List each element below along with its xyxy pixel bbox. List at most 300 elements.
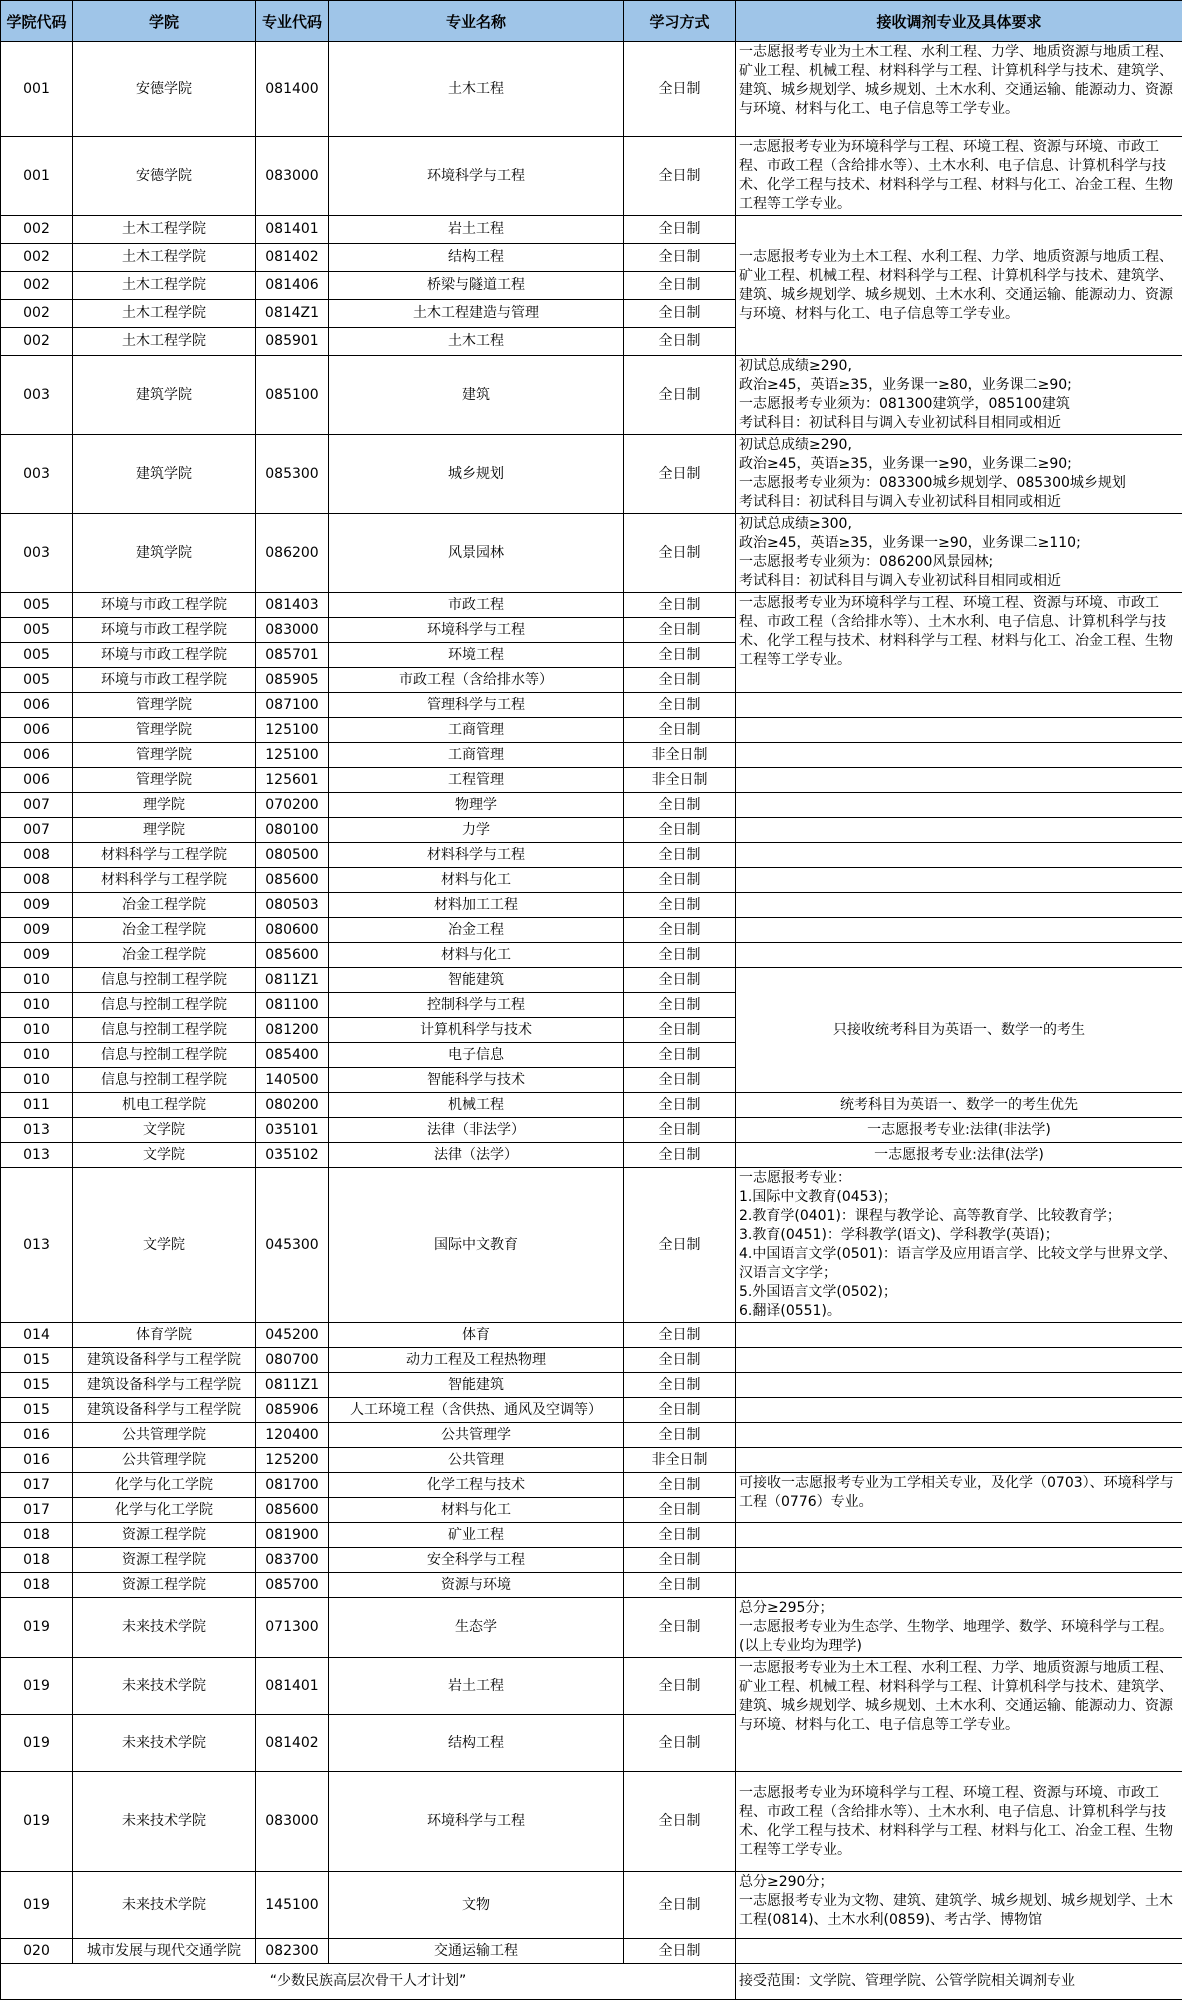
requirement-cell [736, 1398, 1182, 1423]
major-name-cell: 动力工程及工程热物理 [329, 1348, 624, 1373]
college-code-cell: 020 [1, 1939, 73, 1964]
study-mode-cell: 全日制 [624, 244, 736, 272]
major-code-cell: 081200 [256, 1018, 329, 1043]
requirement-line: 只接收统考科目为英语一、数学一的考生 [739, 1021, 1179, 1040]
major-name-cell: 环境科学与工程 [329, 1772, 624, 1872]
table-row [1, 843, 1182, 868]
table-row [1, 693, 1182, 718]
college-code-cell: 011 [1, 1093, 73, 1118]
study-mode-cell: 全日制 [624, 968, 736, 993]
college-code-cell: 006 [1, 743, 73, 768]
major-code-cell: 035102 [256, 1143, 329, 1168]
major-name-cell: 土木工程 [329, 328, 624, 356]
college-code-cell: 002 [1, 328, 73, 356]
study-mode-cell: 全日制 [624, 943, 736, 968]
college-name-cell: 土木工程学院 [73, 272, 256, 300]
major-code-cell: 081403 [256, 593, 329, 618]
college-name-cell: 安德学院 [73, 137, 256, 216]
requirement-cell [736, 593, 1182, 693]
study-mode-cell: 全日制 [624, 718, 736, 743]
requirement-line: 一志愿报考专业： [739, 1169, 1179, 1188]
major-name-cell: 电子信息 [329, 1043, 624, 1068]
study-mode-cell: 全日制 [624, 1573, 736, 1598]
major-code-cell: 081100 [256, 993, 329, 1018]
college-code-cell: 015 [1, 1398, 73, 1423]
table-row [1, 1398, 1182, 1423]
major-name-cell: 材料科学与工程 [329, 843, 624, 868]
major-name-cell: 物理学 [329, 793, 624, 818]
study-mode-cell: 全日制 [624, 356, 736, 435]
table-row [1, 768, 1182, 793]
study-mode-cell: 全日制 [624, 328, 736, 356]
major-name-cell: 材料与化工 [329, 943, 624, 968]
major-code-cell: 085300 [256, 435, 329, 514]
table-row [1, 1448, 1182, 1473]
college-code-cell: 008 [1, 868, 73, 893]
college-name-cell: 环境与市政工程学院 [73, 668, 256, 693]
college-code-cell: 017 [1, 1473, 73, 1498]
study-mode-cell: 全日制 [624, 1715, 736, 1772]
study-mode-cell: 全日制 [624, 593, 736, 618]
requirement-line: 政治≥45，英语≥35，业务课一≥90，业务课二≥110; [739, 534, 1179, 553]
requirement-line: 一志愿报考专业:法律(非法学) [739, 1121, 1179, 1140]
major-code-cell: 081401 [256, 1658, 329, 1715]
college-code-cell: 006 [1, 718, 73, 743]
major-code-cell: 083700 [256, 1548, 329, 1573]
requirement-cell [736, 818, 1182, 843]
table-row [1, 1598, 1182, 1658]
college-name-cell: 环境与市政工程学院 [73, 643, 256, 668]
college-name-cell: 土木工程学院 [73, 216, 256, 244]
major-code-cell: 085600 [256, 868, 329, 893]
requirement-cell [736, 943, 1182, 968]
college-name-cell: 冶金工程学院 [73, 918, 256, 943]
college-name-cell: 体育学院 [73, 1323, 256, 1348]
major-code-cell: 083000 [256, 137, 329, 216]
major-code-cell: 0811Z1 [256, 968, 329, 993]
college-name-cell: 城市发展与现代交通学院 [73, 1939, 256, 1964]
study-mode-cell: 全日制 [624, 435, 736, 514]
requirement-cell [736, 768, 1182, 793]
major-name-cell: 岩土工程 [329, 1658, 624, 1715]
table-row [1, 793, 1182, 818]
study-mode-cell: 全日制 [624, 1348, 736, 1373]
college-code-cell: 018 [1, 1523, 73, 1548]
header-cell: 专业代码 [256, 1, 329, 42]
major-code-cell: 085100 [256, 356, 329, 435]
major-code-cell: 080600 [256, 918, 329, 943]
major-name-cell: 岩土工程 [329, 216, 624, 244]
requirement-cell [736, 793, 1182, 818]
study-mode-cell: 全日制 [624, 1143, 736, 1168]
college-name-cell: 资源工程学院 [73, 1523, 256, 1548]
study-mode-cell: 非全日制 [624, 768, 736, 793]
study-mode-cell: 全日制 [624, 514, 736, 593]
requirement-cell [736, 1872, 1182, 1939]
study-mode-cell: 全日制 [624, 1093, 736, 1118]
requirement-cell [736, 137, 1182, 216]
major-name-cell: 安全科学与工程 [329, 1548, 624, 1573]
requirement-line: 一志愿报考专业为文物、建筑、建筑学、城乡规划、城乡规划学、土木工程(0814)、土木水利(0859)、考古学、博物馆 [739, 1892, 1179, 1930]
requirement-cell [736, 693, 1182, 718]
major-code-cell: 125200 [256, 1448, 329, 1473]
requirement-cell [736, 356, 1182, 435]
requirement-cell [736, 1548, 1182, 1573]
major-name-cell: 材料与化工 [329, 868, 624, 893]
table-row [1, 514, 1182, 593]
major-code-cell: 085906 [256, 1398, 329, 1423]
footer-row [1, 1964, 1182, 2000]
requirement-cell [736, 1598, 1182, 1658]
table-row [1, 593, 1182, 618]
major-name-cell: 国际中文教育 [329, 1168, 624, 1323]
requirement-cell [736, 1772, 1182, 1872]
major-code-cell: 087100 [256, 693, 329, 718]
table-row [1, 868, 1182, 893]
major-code-cell: 145100 [256, 1872, 329, 1939]
requirement-cell [736, 1523, 1182, 1548]
college-name-cell: 化学与化工学院 [73, 1473, 256, 1498]
requirement-line: 初试总成绩≥290, [739, 357, 1179, 376]
major-name-cell: 城乡规划 [329, 435, 624, 514]
college-code-cell: 009 [1, 893, 73, 918]
requirement-line: 政治≥45，英语≥35，业务课一≥90，业务课二≥90; [739, 455, 1179, 474]
college-name-cell: 环境与市政工程学院 [73, 593, 256, 618]
major-code-cell: 080503 [256, 893, 329, 918]
college-name-cell: 建筑设备科学与工程学院 [73, 1398, 256, 1423]
requirement-line: 一志愿报考专业:法律(法学) [739, 1146, 1179, 1165]
college-name-cell: 土木工程学院 [73, 244, 256, 272]
college-code-cell: 015 [1, 1348, 73, 1373]
table-row [1, 435, 1182, 514]
college-code-cell: 003 [1, 514, 73, 593]
table-row [1, 968, 1182, 993]
college-code-cell: 010 [1, 1043, 73, 1068]
requirement-line: 总分≥295分； [739, 1599, 1179, 1618]
study-mode-cell: 全日制 [624, 1772, 736, 1872]
study-mode-cell: 全日制 [624, 893, 736, 918]
study-mode-cell: 全日制 [624, 1373, 736, 1398]
table-row [1, 1872, 1182, 1939]
requirement-cell [736, 216, 1182, 356]
study-mode-cell: 全日制 [624, 216, 736, 244]
major-code-cell: 085701 [256, 643, 329, 668]
college-code-cell: 001 [1, 42, 73, 137]
study-mode-cell: 全日制 [624, 818, 736, 843]
major-code-cell: 085700 [256, 1573, 329, 1598]
major-name-cell: 结构工程 [329, 244, 624, 272]
major-code-cell: 082300 [256, 1939, 329, 1964]
study-mode-cell: 全日制 [624, 643, 736, 668]
major-code-cell: 085400 [256, 1043, 329, 1068]
major-name-cell: 工商管理 [329, 718, 624, 743]
major-name-cell: 管理科学与工程 [329, 693, 624, 718]
major-code-cell: 085905 [256, 668, 329, 693]
major-code-cell: 125601 [256, 768, 329, 793]
table-row [1, 718, 1182, 743]
college-code-cell: 005 [1, 668, 73, 693]
requirement-line: 考试科目：初试科目与调入专业初试科目相同或相近 [739, 572, 1179, 591]
table-row [1, 1939, 1182, 1964]
college-name-cell: 材料科学与工程学院 [73, 868, 256, 893]
header-cell: 学习方式 [624, 1, 736, 42]
college-name-cell: 建筑设备科学与工程学院 [73, 1373, 256, 1398]
header-cell: 接收调剂专业及具体要求 [736, 1, 1182, 42]
college-name-cell: 环境与市政工程学院 [73, 618, 256, 643]
study-mode-cell: 全日制 [624, 918, 736, 943]
major-code-cell: 085600 [256, 1498, 329, 1523]
study-mode-cell: 全日制 [624, 618, 736, 643]
table-row [1, 137, 1182, 216]
requirement-line: 政治≥45，英语≥35，业务课一≥80，业务课二≥90; [739, 376, 1179, 395]
major-name-cell: 法律（非法学） [329, 1118, 624, 1143]
college-code-cell: 006 [1, 768, 73, 793]
major-name-cell: 智能建筑 [329, 1373, 624, 1398]
major-name-cell: 交通运输工程 [329, 1939, 624, 1964]
requirement-line: 统考科目为英语一、数学一的考生优先 [739, 1096, 1179, 1115]
header-cell: 学院 [73, 1, 256, 42]
college-name-cell: 建筑学院 [73, 356, 256, 435]
major-code-cell: 045200 [256, 1323, 329, 1348]
major-name-cell: 机械工程 [329, 1093, 624, 1118]
major-name-cell: 人工环境工程（含供热、通风及空调等） [329, 1398, 624, 1423]
requirement-line: 一志愿报考专业为环境科学与工程、环境工程、资源与环境、市政工程、市政工程（含给排水等）、土木水利、电子信息、计算机科学与技术、化学工程与技术、材料科学与工程、材料与化工、冶金工程、生物工程等工学专业。 [739, 1784, 1179, 1860]
college-code-cell: 019 [1, 1715, 73, 1772]
major-name-cell: 工商管理 [329, 743, 624, 768]
study-mode-cell: 全日制 [624, 1658, 736, 1715]
college-name-cell: 未来技术学院 [73, 1872, 256, 1939]
requirement-line: 6.翻译(0551)。 [739, 1302, 1179, 1321]
study-mode-cell: 全日制 [624, 1939, 736, 1964]
major-name-cell: 桥梁与隧道工程 [329, 272, 624, 300]
requirement-line: 一志愿报考专业须为：083300城乡规划学、085300城乡规划 [739, 474, 1179, 493]
major-name-cell: 生态学 [329, 1598, 624, 1658]
requirement-line: 一志愿报考专业须为：086200风景园林; [739, 553, 1179, 572]
college-name-cell: 理学院 [73, 818, 256, 843]
requirement-cell [736, 968, 1182, 1093]
college-name-cell: 信息与控制工程学院 [73, 1068, 256, 1093]
requirement-cell [736, 514, 1182, 593]
college-name-cell: 信息与控制工程学院 [73, 1043, 256, 1068]
college-name-cell: 资源工程学院 [73, 1573, 256, 1598]
requirement-line: 一志愿报考专业为土木工程、水利工程、力学、地质资源与地质工程、矿业工程、机械工程、材料科学与工程、计算机科学与技术、建筑学、建筑、城乡规划学、城乡规划、土木水利、交通运输、能源动力、资源与环境、材料与化工、电子信息等工学专业。 [739, 248, 1179, 324]
major-name-cell: 土木工程 [329, 42, 624, 137]
requirement-cell [736, 893, 1182, 918]
major-name-cell: 资源与环境 [329, 1573, 624, 1598]
study-mode-cell: 全日制 [624, 300, 736, 328]
study-mode-cell: 全日制 [624, 137, 736, 216]
header-row [1, 1, 1182, 42]
table-row [1, 1348, 1182, 1373]
footer-requirement: 接受范围：文学院、管理学院、公管学院相关调剂专业 [736, 1964, 1182, 2000]
college-name-cell: 建筑学院 [73, 435, 256, 514]
college-name-cell: 管理学院 [73, 768, 256, 793]
major-name-cell: 材料加工工程 [329, 893, 624, 918]
major-code-cell: 081402 [256, 244, 329, 272]
requirement-line: 考试科目：初试科目与调入专业初试科目相同或相近 [739, 414, 1179, 433]
college-code-cell: 005 [1, 593, 73, 618]
major-name-cell: 化学工程与技术 [329, 1473, 624, 1498]
study-mode-cell: 全日制 [624, 668, 736, 693]
requirement-line: 一志愿报考专业为土木工程、水利工程、力学、地质资源与地质工程、矿业工程、机械工程、材料科学与工程、计算机科学与技术、建筑学、建筑、城乡规划学、城乡规划、土木水利、交通运输、能源动力、资源与环境、材料与化工、电子信息等工学专业。 [739, 1659, 1179, 1735]
requirement-line: 5.外国语言文学(0502)； [739, 1283, 1179, 1302]
major-name-cell: 环境工程 [329, 643, 624, 668]
major-name-cell: 智能建筑 [329, 968, 624, 993]
major-name-cell: 土木工程建造与管理 [329, 300, 624, 328]
requirement-cell [736, 1093, 1182, 1118]
table-row [1, 216, 1182, 244]
requirement-line: 总分≥290分； [739, 1873, 1179, 1892]
study-mode-cell: 全日制 [624, 1548, 736, 1573]
requirement-line: 一志愿报考专业须为：081300建筑学，085100建筑 [739, 395, 1179, 414]
requirement-line: 2.教育学(0401)：课程与教学论、高等教育学、比较教育学； [739, 1207, 1179, 1226]
requirement-cell [736, 1118, 1182, 1143]
college-code-cell: 013 [1, 1118, 73, 1143]
footer-label: “少数民族高层次骨干人才计划” [1, 1964, 736, 2000]
requirement-cell [736, 1448, 1182, 1473]
major-code-cell: 0814Z1 [256, 300, 329, 328]
college-name-cell: 机电工程学院 [73, 1093, 256, 1118]
requirement-line: 一志愿报考专业为环境科学与工程、环境工程、资源与环境、市政工程、市政工程（含给排水等）、土木水利、电子信息、计算机科学与技术、化学工程与技术、材料科学与工程、材料与化工、冶金工程、生物工程等工学专业。 [739, 138, 1179, 214]
college-code-cell: 018 [1, 1548, 73, 1573]
college-name-cell: 公共管理学院 [73, 1423, 256, 1448]
college-code-cell: 008 [1, 843, 73, 868]
college-name-cell: 未来技术学院 [73, 1772, 256, 1872]
table-row [1, 1473, 1182, 1498]
major-name-cell: 建筑 [329, 356, 624, 435]
major-code-cell: 083000 [256, 618, 329, 643]
table-row [1, 1772, 1182, 1872]
college-code-cell: 014 [1, 1323, 73, 1348]
study-mode-cell: 全日制 [624, 272, 736, 300]
major-code-cell: 125100 [256, 718, 329, 743]
college-name-cell: 安德学院 [73, 42, 256, 137]
college-code-cell: 019 [1, 1772, 73, 1872]
college-name-cell: 资源工程学院 [73, 1548, 256, 1573]
college-code-cell: 002 [1, 272, 73, 300]
college-name-cell: 信息与控制工程学院 [73, 993, 256, 1018]
study-mode-cell: 非全日制 [624, 1448, 736, 1473]
college-code-cell: 019 [1, 1598, 73, 1658]
header-cell: 专业名称 [329, 1, 624, 42]
study-mode-cell: 全日制 [624, 1423, 736, 1448]
major-code-cell: 070200 [256, 793, 329, 818]
college-name-cell: 建筑设备科学与工程学院 [73, 1348, 256, 1373]
major-code-cell: 140500 [256, 1068, 329, 1093]
requirement-cell [736, 1348, 1182, 1373]
major-code-cell: 086200 [256, 514, 329, 593]
major-name-cell: 力学 [329, 818, 624, 843]
major-name-cell: 市政工程 [329, 593, 624, 618]
table-row [1, 1323, 1182, 1348]
requirement-cell [736, 743, 1182, 768]
college-name-cell: 未来技术学院 [73, 1658, 256, 1715]
table-row [1, 1573, 1182, 1598]
major-name-cell: 智能科学与技术 [329, 1068, 624, 1093]
table-row [1, 1423, 1182, 1448]
college-name-cell: 文学院 [73, 1143, 256, 1168]
requirement-cell [736, 42, 1182, 137]
college-name-cell: 冶金工程学院 [73, 893, 256, 918]
college-code-cell: 019 [1, 1872, 73, 1939]
college-code-cell: 017 [1, 1498, 73, 1523]
requirement-line: 4.中国语言文学(0501)：语言学及应用语言学、比较文学与世界文学、汉语言文字学； [739, 1245, 1179, 1283]
major-name-cell: 市政工程（含给排水等） [329, 668, 624, 693]
college-code-cell: 010 [1, 1068, 73, 1093]
college-code-cell: 003 [1, 435, 73, 514]
study-mode-cell: 全日制 [624, 1398, 736, 1423]
major-name-cell: 计算机科学与技术 [329, 1018, 624, 1043]
major-code-cell: 080100 [256, 818, 329, 843]
major-code-cell: 035101 [256, 1118, 329, 1143]
college-code-cell: 003 [1, 356, 73, 435]
college-code-cell: 006 [1, 693, 73, 718]
college-code-cell: 019 [1, 1658, 73, 1715]
study-mode-cell: 全日制 [624, 793, 736, 818]
major-name-cell: 环境科学与工程 [329, 618, 624, 643]
requirement-cell [736, 1373, 1182, 1398]
college-code-cell: 001 [1, 137, 73, 216]
requirement-cell [736, 1658, 1182, 1772]
study-mode-cell: 全日制 [624, 1523, 736, 1548]
major-code-cell: 125100 [256, 743, 329, 768]
requirement-line: 3.教育(0451)：学科教学(语文)、学科教学(英语)； [739, 1226, 1179, 1245]
college-code-cell: 007 [1, 818, 73, 843]
study-mode-cell: 全日制 [624, 1018, 736, 1043]
table-row [1, 918, 1182, 943]
major-name-cell: 冶金工程 [329, 918, 624, 943]
major-name-cell: 环境科学与工程 [329, 137, 624, 216]
study-mode-cell: 全日制 [624, 1118, 736, 1143]
college-name-cell: 土木工程学院 [73, 300, 256, 328]
college-code-cell: 005 [1, 643, 73, 668]
college-code-cell: 016 [1, 1448, 73, 1473]
college-code-cell: 010 [1, 993, 73, 1018]
college-name-cell: 冶金工程学院 [73, 943, 256, 968]
college-name-cell: 未来技术学院 [73, 1598, 256, 1658]
requirement-cell [736, 1473, 1182, 1523]
study-mode-cell: 全日制 [624, 1043, 736, 1068]
college-name-cell: 未来技术学院 [73, 1715, 256, 1772]
college-name-cell: 信息与控制工程学院 [73, 1018, 256, 1043]
college-name-cell: 公共管理学院 [73, 1448, 256, 1473]
college-code-cell: 009 [1, 918, 73, 943]
table-row [1, 1548, 1182, 1573]
college-name-cell: 管理学院 [73, 693, 256, 718]
college-code-cell: 005 [1, 618, 73, 643]
college-code-cell: 002 [1, 216, 73, 244]
college-name-cell: 管理学院 [73, 743, 256, 768]
study-mode-cell: 全日制 [624, 993, 736, 1018]
college-name-cell: 文学院 [73, 1168, 256, 1323]
college-name-cell: 信息与控制工程学院 [73, 968, 256, 993]
college-name-cell: 材料科学与工程学院 [73, 843, 256, 868]
major-code-cell: 081400 [256, 42, 329, 137]
college-code-cell: 016 [1, 1423, 73, 1448]
major-code-cell: 0811Z1 [256, 1373, 329, 1398]
major-name-cell: 风景园林 [329, 514, 624, 593]
major-name-cell: 公共管理学 [329, 1423, 624, 1448]
table-row [1, 1143, 1182, 1168]
major-code-cell: 081406 [256, 272, 329, 300]
table-row [1, 818, 1182, 843]
college-code-cell: 010 [1, 1018, 73, 1043]
college-code-cell: 007 [1, 793, 73, 818]
college-code-cell: 018 [1, 1573, 73, 1598]
study-mode-cell: 全日制 [624, 1598, 736, 1658]
table-row [1, 42, 1182, 137]
major-name-cell: 控制科学与工程 [329, 993, 624, 1018]
